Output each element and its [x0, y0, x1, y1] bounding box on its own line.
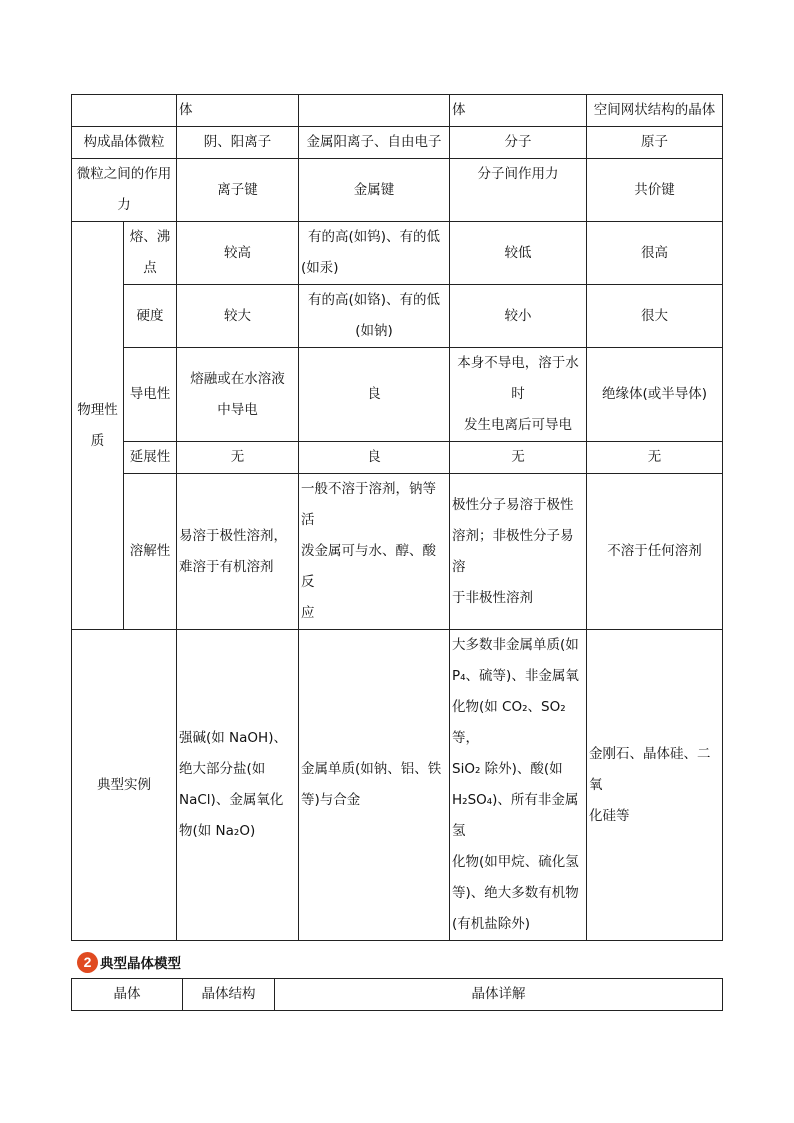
solubility-molecular-line1: 极性分子易溶于极性 — [452, 496, 574, 513]
solubility-metal-line3: 应 — [301, 605, 315, 621]
cell-conductivity-ionic — [177, 348, 299, 442]
physical-label-line1: 物理性 — [77, 401, 118, 418]
examples-molecular-line8: (有机盐除外) — [452, 916, 531, 932]
row-label-hardness: 硬度 — [124, 285, 177, 348]
cell-solubility-ionic — [177, 474, 299, 630]
table-row-ductility — [72, 442, 723, 474]
examples-covalent-line1: 金刚石、晶体硅、二氧 — [589, 745, 711, 793]
conductivity-molecular-line1: 本身不导电，溶于水时 — [457, 355, 579, 402]
cell-covalent-header-tail: 空间网状结构的晶体 — [587, 95, 723, 127]
examples-covalent-line2: 化硅等 — [589, 807, 630, 824]
examples-molecular-line3: 化物(如 CO₂、SO₂等， — [452, 699, 566, 746]
cell-melting-covalent: 很高 — [587, 222, 723, 285]
solubility-ionic-line2: 难溶于有机溶剂 — [179, 558, 274, 575]
cell-conductivity-covalent: 绝缘体(或半导体) — [587, 348, 723, 442]
section-heading — [71, 951, 722, 973]
cell-examples-ionic — [177, 630, 299, 941]
melting-metal-line2: (如汞) — [301, 260, 339, 276]
hardness-metal-line1: 有的高(如铬)、有的低 — [307, 292, 441, 308]
table-row-hardness — [72, 285, 723, 348]
conductivity-molecular-line2: 发生电离后可导电 — [464, 417, 572, 433]
cell-hardness-metal — [299, 285, 450, 348]
table-row-forces — [72, 159, 723, 222]
crystal-model-table — [71, 978, 723, 1011]
cell-hardness-ionic: 较大 — [177, 285, 299, 348]
row-label-conductivity: 导电性 — [124, 348, 177, 442]
cell-melting-molecular: 较低 — [450, 222, 587, 285]
conductivity-ionic-line1: 熔融或在水溶液 — [190, 370, 285, 387]
row-label-forces-line1: 微粒之间的作用 — [76, 166, 172, 182]
solubility-metal-line1: 一般不溶于溶剂，钠等活 — [301, 481, 436, 528]
table-row-continued-header — [72, 95, 723, 127]
solubility-metal-line2: 泼金属可与水、醇、酸反 — [301, 543, 436, 590]
cell-solubility-covalent: 不溶于任何溶剂 — [587, 474, 723, 630]
cell-melting-metal — [299, 222, 450, 285]
hardness-metal-line2: (如钠) — [355, 323, 393, 339]
header-crystal: 晶体 — [72, 979, 183, 1011]
examples-molecular-line2: P₄、硫等)、非金属氧 — [452, 668, 579, 684]
examples-metal-line1: 金属单质(如钠、铝、铁 — [301, 761, 442, 777]
solubility-molecular-line3: 于非极性溶剂 — [452, 589, 533, 606]
table-row-solubility — [72, 474, 723, 630]
table-row-examples — [72, 630, 723, 941]
cell-examples-metal — [299, 630, 450, 941]
crystal-properties-table — [71, 94, 723, 941]
melting-metal-line1: 有的高(如钨)、有的低 — [307, 229, 441, 245]
cell-hardness-molecular: 较小 — [450, 285, 587, 348]
cell-conductivity-metal: 良 — [299, 348, 450, 442]
cell-blank — [72, 95, 177, 127]
cell-forces-ionic: 离子键 — [177, 159, 299, 222]
cell-solubility-metal — [299, 474, 450, 630]
table-row-conductivity — [72, 348, 723, 442]
cell-ductility-ionic: 无 — [177, 442, 299, 474]
physical-label-line2: 质 — [90, 432, 105, 449]
cell-ductility-molecular: 无 — [450, 442, 587, 474]
document-page — [71, 94, 722, 1011]
row-label-particles: 构成晶体微粒 — [72, 127, 177, 159]
cell-forces-metal: 金属键 — [299, 159, 450, 222]
cell-particles-molecular: 分子 — [450, 127, 587, 159]
cell-conductivity-molecular — [450, 348, 587, 442]
cell-ductility-covalent: 无 — [587, 442, 723, 474]
row-label-ductility: 延展性 — [124, 442, 177, 474]
solubility-molecular-line2: 溶剂；非极性分子易溶 — [452, 527, 574, 575]
examples-molecular-line6: 化物(如甲烷、硫化氢 — [452, 854, 579, 870]
examples-molecular-line5: H₂SO₄)、所有非金属氢 — [452, 792, 579, 839]
row-label-forces-line2: 力 — [117, 197, 131, 213]
cell-examples-covalent — [587, 630, 723, 941]
header-crystal-details: 晶体详解 — [275, 979, 723, 1011]
cell-solubility-molecular — [450, 474, 587, 630]
examples-ionic-line1: 强碱(如 NaOH)、 — [179, 730, 287, 746]
cell-ionic-header-tail: 体 — [177, 95, 299, 127]
cell-hardness-covalent: 很大 — [587, 285, 723, 348]
cell-molecular-header-tail: 体 — [450, 95, 587, 127]
examples-molecular-line7: 等)、绝大多数有机物 — [452, 885, 579, 901]
cell-metal-header-tail — [299, 95, 450, 127]
row-group-label-physical — [72, 222, 124, 630]
conductivity-ionic-line2: 中导电 — [217, 401, 258, 418]
cell-examples-molecular — [450, 630, 587, 941]
row-label-melting: 熔、沸点 — [124, 222, 177, 285]
row-label-examples: 典型实例 — [72, 630, 177, 941]
cell-melting-ionic: 较高 — [177, 222, 299, 285]
solubility-ionic-line1: 易溶于极性溶剂， — [179, 527, 287, 544]
cell-ductility-metal: 良 — [299, 442, 450, 474]
cell-forces-molecular: 分子间作用力 — [450, 159, 587, 222]
cell-particles-covalent: 原子 — [587, 127, 723, 159]
table-row-particles — [72, 127, 723, 159]
cell-particles-metal: 金属阳离子、自由电子 — [299, 127, 450, 159]
section-title: 典型晶体模型 — [100, 956, 181, 972]
cell-particles-ionic: 阴、阳离子 — [177, 127, 299, 159]
examples-metal-line2: 等)与合金 — [301, 792, 361, 808]
header-crystal-structure: 晶体结构 — [183, 979, 275, 1011]
examples-ionic-line2: 绝大部分盐(如 — [179, 761, 266, 777]
row-label-forces — [72, 159, 177, 222]
section-number-badge: 2 — [77, 952, 98, 973]
row-label-solubility: 溶解性 — [124, 474, 177, 630]
examples-ionic-line3: NaCl)、金属氧化 — [179, 792, 284, 808]
table-header-row — [72, 979, 723, 1011]
examples-ionic-line4: 物(如 Na₂O) — [179, 823, 256, 839]
examples-molecular-line4: SiO₂ 除外)、酸(如 — [452, 761, 563, 777]
examples-molecular-line1: 大多数非金属单质(如 — [452, 637, 579, 653]
table-row-melting — [72, 222, 723, 285]
cell-forces-covalent: 共价键 — [587, 159, 723, 222]
